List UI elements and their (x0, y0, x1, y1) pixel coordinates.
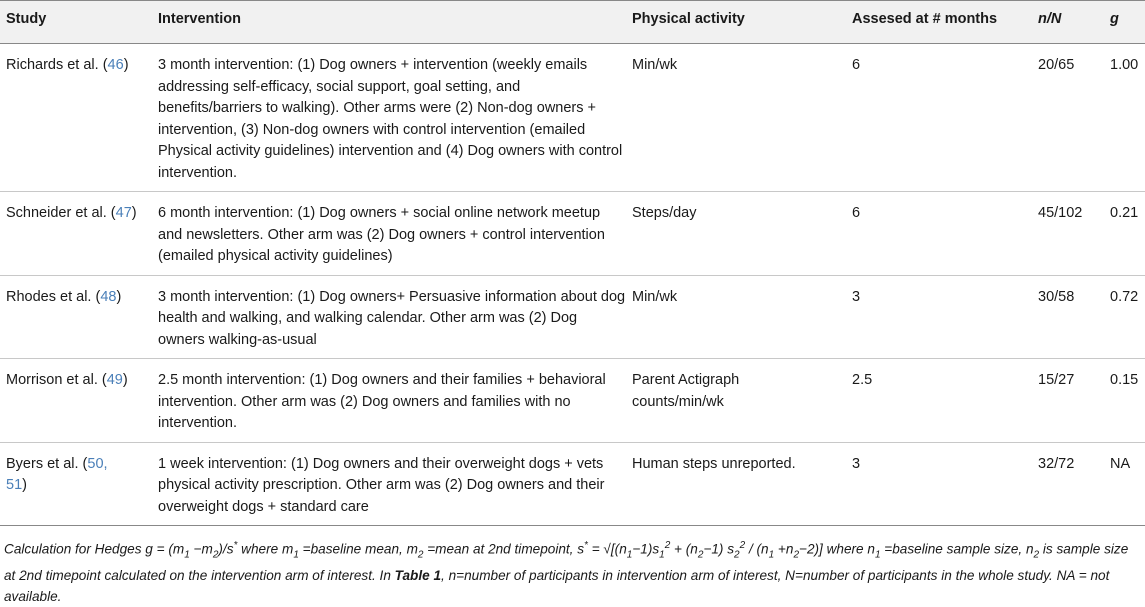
cell-physical-activity: Human steps unreported. (626, 442, 846, 526)
cell-intervention: 2.5 month intervention: (1) Dog owners and their families + behavioral intervention. Other arm was (2) Dog owners and families with no intervention. (152, 359, 626, 443)
reference-link[interactable]: 50, 51 (6, 455, 108, 493)
fn-part: −2)] where n (799, 541, 875, 557)
header-assessed: Assesed at # months (846, 1, 1032, 44)
fn-sub: 1 (184, 549, 190, 561)
fn-part: Calculation for Hedges g = (m (4, 541, 185, 557)
cell-nN: 30/58 (1032, 275, 1104, 359)
cell-nN: 20/65 (1032, 44, 1104, 192)
header-study: Study (0, 1, 152, 44)
study-name: Morrison et al. ( (6, 372, 107, 388)
cell-g: NA (1104, 442, 1145, 526)
cell-study (0, 275, 152, 359)
cell-study (0, 44, 152, 192)
cell-g: 0.21 (1104, 192, 1145, 276)
study-name: Richards et al. ( (6, 57, 108, 73)
fn-part: −1) s (703, 541, 735, 557)
reference-link[interactable]: 49 (106, 372, 123, 388)
cell-physical-activity: Steps/day (626, 192, 846, 276)
fn-part: −m (189, 541, 213, 557)
fn-sub: 2 (697, 549, 704, 561)
fn-sub: 1 (659, 549, 665, 561)
study-name-end: ) (123, 57, 129, 73)
fn-sup: * (584, 540, 588, 551)
cell-g: 0.15 (1104, 359, 1145, 443)
table-row (0, 359, 1145, 443)
cell-intervention: 3 month intervention: (1) Dog owners + intervention (weekly emails addressing self-efficacy, social support, goal setting, and benefits/barriers to walking). Other arms were (2) Non-dog owners + intervention, (3) Non-dog owners with control intervention (emailed Physical activity guidelines) intervention and (4) Dog owners with control intervention. (152, 44, 626, 192)
fn-part: −1)s (632, 541, 660, 557)
header-intervention: Intervention (152, 1, 626, 44)
study-name-end: ) (22, 477, 27, 493)
study-name: Byers et al. ( (6, 455, 88, 472)
study-name-end: ) (131, 205, 137, 221)
header-nN: n/N (1032, 1, 1104, 44)
header-physical-activity: Physical activity (626, 1, 846, 44)
fn-sup: * (233, 540, 238, 551)
cell-nN: 32/72 (1032, 442, 1104, 526)
table-row (0, 275, 1145, 359)
study-name-end: ) (116, 288, 122, 305)
cell-assessed: 6 (846, 44, 1032, 192)
table-row (0, 442, 1145, 526)
cell-assessed: 2.5 (846, 359, 1032, 443)
fn-sub: 1 (768, 549, 775, 561)
cell-study (0, 359, 152, 443)
table-row (0, 44, 1145, 192)
reference-link[interactable]: 46 (107, 57, 124, 73)
cell-physical-activity: Min/wk (626, 44, 846, 192)
table-footnote (0, 526, 1145, 607)
reference-link[interactable]: 47 (115, 205, 132, 221)
cell-g: 1.00 (1104, 44, 1145, 192)
fn-sup: 2 (664, 540, 671, 551)
cell-intervention: 1 week intervention: (1) Dog owners and their overweight dogs + vets physical activity prescription. Other arm was (2) Dog owners and their overweight dogs + standard care (152, 442, 626, 526)
fn-part: + (n (670, 541, 698, 557)
cell-nN: 15/27 (1032, 359, 1104, 443)
fn-part: =baseline mean, m (298, 541, 418, 557)
study-name: Schneider et al. ( (6, 205, 116, 221)
cell-assessed: 6 (846, 192, 1032, 276)
cell-g: 0.72 (1104, 275, 1145, 359)
cell-intervention: 3 month intervention: (1) Dog owners+ Persuasive information about dog health and walking, and walking calendar. Other arm was (2) Dog owners walking-as-usual (152, 275, 626, 359)
fn-sub: 2 (417, 549, 424, 561)
cell-physical-activity: Parent Actigraph counts/min/wk (626, 359, 846, 443)
fn-part: )/s (218, 541, 234, 557)
reference-link[interactable]: 48 (100, 288, 117, 305)
fn-part: / (n (745, 541, 769, 557)
fn-part: =baseline sample size, n (880, 541, 1034, 557)
table-row (0, 192, 1145, 276)
fn-part: , n=number of participants in intervention arm of interest, N=number of participants in the whole study. NA = not available. (4, 568, 1110, 605)
fn-part: where m (237, 541, 294, 557)
fn-sup: 2 (739, 540, 746, 551)
cell-intervention: 6 month intervention: (1) Dog owners + social online network meetup and newsletters. Other arm was (2) Dog owners + control intervention (emailed physical activity guidelines) (152, 192, 626, 276)
cell-assessed: 3 (846, 275, 1032, 359)
fn-sub: 2 (734, 549, 740, 561)
cell-study (0, 442, 152, 526)
header-g: g (1104, 1, 1145, 44)
cell-study (0, 192, 152, 276)
fn-sub: 2 (1033, 549, 1040, 561)
fn-sub: 1 (874, 549, 881, 561)
cell-nN: 45/102 (1032, 192, 1104, 276)
study-name: Rhodes et al. ( (6, 288, 101, 305)
fn-part: =mean at 2nd timepoint, s (423, 541, 585, 557)
fn-part: +n (774, 541, 794, 557)
table-header-row (0, 1, 1145, 44)
study-name-end: ) (122, 372, 128, 388)
fn-sub: 2 (212, 549, 219, 561)
fn-sub: 2 (793, 549, 799, 561)
cell-assessed: 3 (846, 442, 1032, 526)
fn-sub: 1 (626, 549, 633, 561)
cell-physical-activity: Min/wk (626, 275, 846, 359)
table-ref-link[interactable]: Table 1 (394, 568, 442, 584)
fn-sub: 1 (293, 549, 299, 561)
fn-part: = √[(n (587, 541, 627, 557)
fn-part: is sample size at 2nd timepoint calculated on the intervention arm of interest. In (4, 541, 1129, 584)
